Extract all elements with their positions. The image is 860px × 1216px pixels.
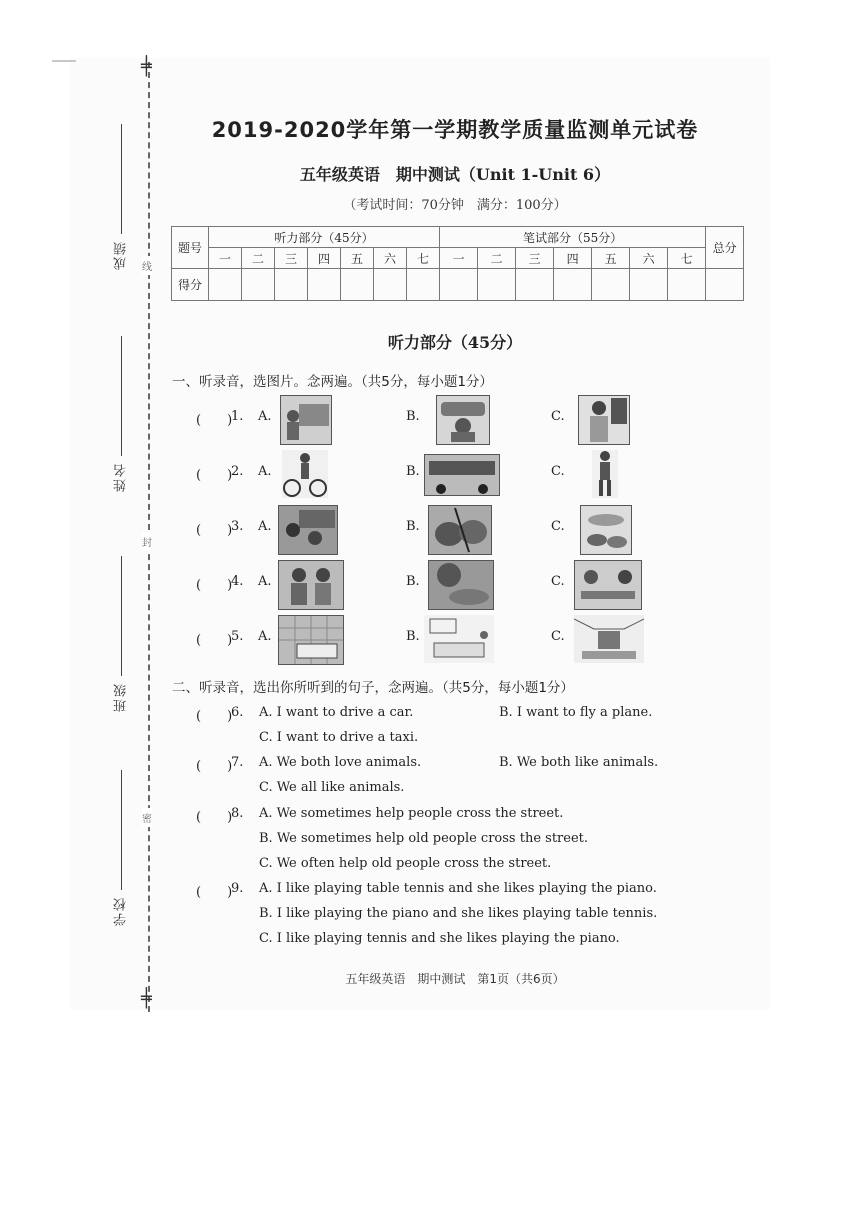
writing-header-cell: 笔试部分（55分） [440, 227, 706, 248]
option-c-label: C. [551, 574, 565, 589]
question-5 [196, 615, 666, 667]
cut-char-xian: 线 [142, 256, 152, 275]
question-4 [196, 560, 666, 612]
listening-section-title: 听力部分（45分） [387, 333, 523, 352]
question-number: 1. [231, 409, 244, 424]
picture-beach[interactable] [580, 505, 632, 555]
score-cell[interactable] [554, 269, 592, 301]
listening-col: 一 [209, 248, 242, 269]
question-1 [196, 395, 666, 447]
picture-living-room[interactable] [574, 615, 644, 663]
option-b-label: B. [406, 409, 420, 424]
question-2 [196, 450, 666, 502]
picture-park-picnic[interactable] [428, 560, 494, 610]
option-b[interactable]: B. I want to fly a plane. [499, 705, 653, 720]
option-b[interactable]: B. We sometimes help old people cross the street. [259, 831, 589, 846]
option-c[interactable]: C. I like playing tennis and she likes playing the piano. [259, 931, 620, 946]
binding-bottom-mark: ╪ [141, 988, 152, 1009]
score-cell[interactable] [242, 269, 275, 301]
question-number: 6. [231, 705, 244, 720]
picture-person-driving[interactable] [436, 395, 490, 445]
option-b[interactable]: B. I like playing the piano and she likes playing table tennis. [259, 906, 658, 921]
cut-char-feng: 封 [142, 532, 152, 551]
binding-top-mark: ╪ [141, 56, 152, 77]
writing-col: 三 [516, 248, 554, 269]
option-b[interactable]: B. We both like animals. [499, 755, 659, 770]
name-label-field[interactable] [110, 336, 132, 492]
listening-col: 六 [374, 248, 407, 269]
question-number: 4. [231, 574, 244, 589]
option-a-label: A. [258, 629, 272, 644]
option-a-label: A. [258, 464, 272, 479]
picture-walking[interactable] [592, 450, 618, 498]
option-c-label: C. [551, 409, 565, 424]
answer-blank[interactable]: ( ) [196, 810, 233, 825]
picture-bathroom[interactable] [278, 615, 344, 665]
option-c-label: C. [551, 519, 565, 534]
class-label: 班级 [113, 682, 129, 712]
question-number: 9. [231, 881, 244, 896]
picture-bus[interactable] [424, 454, 500, 496]
score-label: 成绩 [113, 240, 129, 270]
option-b-label: B. [406, 519, 420, 534]
writing-col: 一 [440, 248, 478, 269]
writing-col: 七 [668, 248, 706, 269]
listening-col: 七 [407, 248, 440, 269]
listening-col: 四 [308, 248, 341, 269]
corner-mark [52, 60, 76, 62]
page-footer: 五年级英语 期中测试 第1页（共6页） [345, 972, 565, 986]
score-cell[interactable] [440, 269, 478, 301]
question-number: 3. [231, 519, 244, 534]
writing-col: 四 [554, 248, 592, 269]
score-label-field[interactable] [110, 124, 132, 270]
answer-blank[interactable]: ( ) [196, 468, 233, 483]
answer-blank[interactable]: ( ) [196, 759, 233, 774]
option-a-label: A. [258, 574, 272, 589]
school-label-field[interactable] [110, 770, 132, 926]
option-b-label: B. [406, 574, 420, 589]
exam-title: 2019-2020学年第一学期教学质量监测单元试卷 [211, 118, 699, 142]
question-number: 8. [231, 806, 244, 821]
answer-blank[interactable]: ( ) [196, 709, 233, 724]
name-label: 姓名 [113, 462, 129, 492]
row-header-cell: 题号 [172, 227, 209, 269]
score-cell[interactable] [209, 269, 242, 301]
option-c[interactable]: C. We all like animals. [259, 780, 405, 795]
option-b-label: B. [406, 629, 420, 644]
question-number: 5. [231, 629, 244, 644]
exam-subtitle: 五年级英语 期中测试（Unit 1-Unit 6） [299, 165, 611, 184]
picture-person-bus-stop[interactable] [280, 395, 332, 445]
score-cell[interactable] [478, 269, 516, 301]
score-cell[interactable] [374, 269, 407, 301]
listening-col: 五 [341, 248, 374, 269]
score-row-label: 得分 [172, 269, 209, 301]
picture-people-bus[interactable] [278, 505, 338, 555]
answer-blank[interactable]: ( ) [196, 413, 233, 428]
writing-col: 六 [630, 248, 668, 269]
answer-blank[interactable]: ( ) [196, 885, 233, 900]
option-c-label: C. [551, 629, 565, 644]
score-cell[interactable] [592, 269, 630, 301]
option-a-label: A. [258, 409, 272, 424]
picture-crossed-out[interactable] [428, 505, 492, 555]
picture-family-meal[interactable] [574, 560, 642, 610]
option-c[interactable]: C. I want to drive a taxi. [259, 730, 419, 745]
picture-doctor[interactable] [578, 395, 630, 445]
option-a-label: A. [258, 519, 272, 534]
picture-bedroom[interactable] [424, 615, 494, 663]
picture-bike[interactable] [282, 450, 328, 498]
question-number: 7. [231, 755, 244, 770]
total-score-cell[interactable] [706, 269, 744, 301]
answer-blank[interactable]: ( ) [196, 523, 233, 538]
question-3 [196, 505, 666, 557]
listening-col: 三 [275, 248, 308, 269]
total-header-cell: 总分 [706, 227, 744, 269]
score-cell[interactable] [308, 269, 341, 301]
school-label: 学校 [113, 896, 129, 926]
option-a[interactable]: A. I like playing table tennis and she likes playing the piano. [259, 881, 657, 896]
exam-meta: （考试时间：70分钟 满分：100分） [343, 198, 567, 213]
option-a[interactable]: A. We both love animals. [259, 755, 422, 770]
score-cell[interactable] [275, 269, 308, 301]
cut-char-mi: 密 [142, 808, 152, 827]
listening-col: 二 [242, 248, 275, 269]
option-a[interactable]: A. We sometimes help people cross the street. [259, 806, 564, 821]
score-cell[interactable] [516, 269, 554, 301]
answer-blank[interactable]: ( ) [196, 633, 233, 648]
score-cell[interactable] [341, 269, 374, 301]
option-c-label: C. [551, 464, 565, 479]
score-cell[interactable] [668, 269, 706, 301]
answer-blank[interactable]: ( ) [196, 578, 233, 593]
listening-header-cell: 听力部分（45分） [209, 227, 440, 248]
score-table [171, 226, 744, 301]
writing-col: 五 [592, 248, 630, 269]
class-label-field[interactable] [110, 556, 132, 712]
option-c[interactable]: C. We often help old people cross the street. [259, 856, 552, 871]
option-b-label: B. [406, 464, 420, 479]
part1-heading: 一、听录音，选图片。念两遍。（共5分，每小题1分） [172, 374, 493, 390]
writing-col: 二 [478, 248, 516, 269]
part2-heading: 二、听录音，选出你所听到的句子，念两遍。（共5分，每小题1分） [172, 680, 574, 696]
score-cell[interactable] [630, 269, 668, 301]
score-cell[interactable] [407, 269, 440, 301]
option-a[interactable]: A. I want to drive a car. [259, 705, 414, 720]
picture-children-playing[interactable] [278, 560, 344, 610]
question-number: 2. [231, 464, 244, 479]
